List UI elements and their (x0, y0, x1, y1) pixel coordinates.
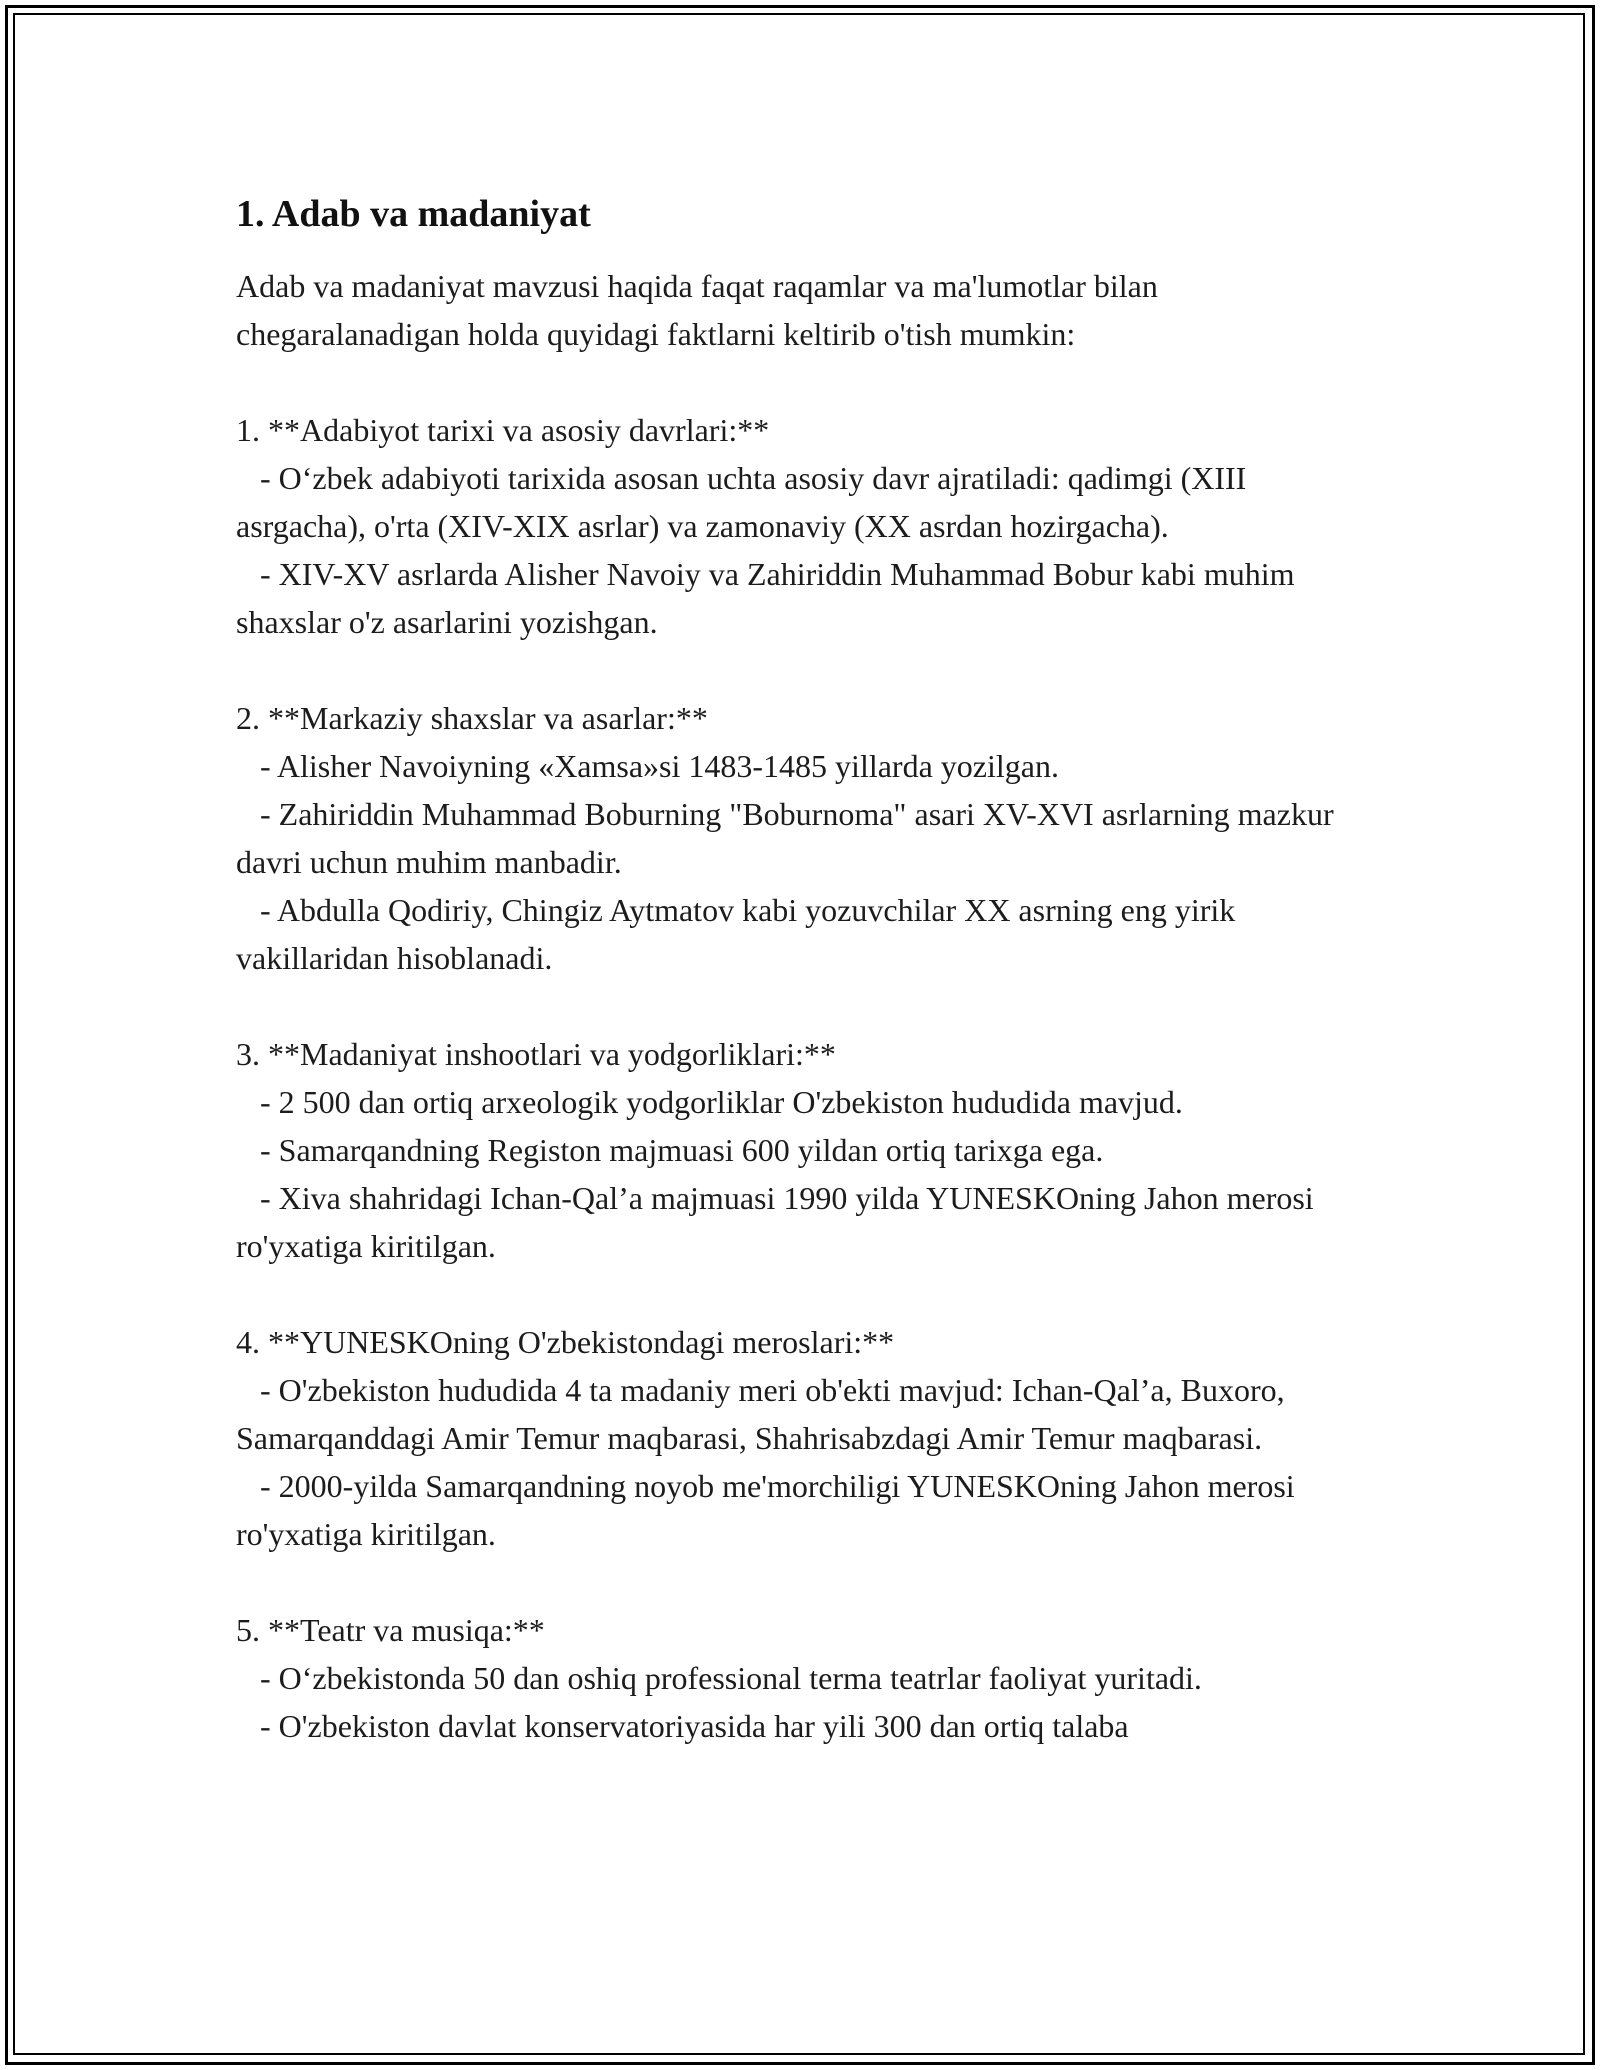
paragraph-gap (236, 1558, 1376, 1606)
paragraph-gap (236, 1270, 1376, 1318)
section-heading: 4. **YUNESKOning O'zbekistondagi meroslari:** (236, 1324, 895, 1360)
bullet-item: - Samarqandning Registon majmuasi 600 yildan ortiq tarixga ega. (236, 1132, 1104, 1168)
paragraph-gap (236, 982, 1376, 1030)
bullet-item: - Abdulla Qodiriy, Chingiz Aytmatov kabi yozuvchilar XX asrning eng yirik vakillaridan hisoblanadi. (236, 892, 1244, 976)
bullet-item: - O‘zbekistonda 50 dan oshiq professional terma teatrlar faoliyat yuritadi. (236, 1660, 1202, 1696)
bullet-item: - XIV-XV asrlarda Alisher Navoiy va Zahiriddin Muhammad Bobur kabi muhim shaxslar o'z asarlarini yozishgan. (236, 556, 1303, 640)
bullet-item: - 2 500 dan ortiq arxeologik yodgorliklar O'zbekiston hududida mavjud. (236, 1084, 1183, 1120)
document-page (236, 180, 1376, 1750)
bullet-item: - O‘zbek adabiyoti tarixida asosan uchta asosiy davr ajratiladi: qadimgi (XIII asrgacha), o'rta (XIV-XIX asrlar) va zamonaviy (XX asrdan hozirgacha). (236, 460, 1255, 544)
section-3 (236, 1030, 1376, 1270)
bullet-item: - Xiva shahridagi Ichan-Qal’a majmuasi 1990 yilda YUNESKOning Jahon merosi ro'yxatiga kiritilgan. (236, 1180, 1322, 1264)
paragraph-gap (236, 646, 1376, 694)
bullet-item: - O'zbekiston hududida 4 ta madaniy meri ob'ekti mavjud: Ichan-Qal’a, Buxoro, Samarqanddagi Amir Temur maqbarasi, Shahrisabzdagi Amir Temur maqbarasi. (236, 1372, 1293, 1456)
section-1 (236, 406, 1376, 646)
section-heading: 1. **Adabiyot tarixi va asosiy davrlari:** (236, 412, 770, 448)
bullet-item: - 2000-yilda Samarqandning noyob me'morchiligi YUNESKOning Jahon merosi ro'yxatiga kiritilgan. (236, 1468, 1303, 1552)
section-heading: 5. **Teatr va musiqa:** (236, 1612, 545, 1648)
document-title: 1. Adab va madaniyat (236, 193, 591, 235)
section-heading: 2. **Markaziy shaxslar va asarlar:** (236, 700, 708, 736)
bullet-item: - O'zbekiston davlat konservatoriyasida har yili 300 dan ortiq talaba (236, 1708, 1129, 1744)
intro-paragraph: Adab va madaniyat mavzusi haqida faqat raqamlar va ma'lumotlar bilan chegaralanadigan holda quyidagi faktlarni keltirib o'tish mumkin: (236, 268, 1166, 352)
section-heading: 3. **Madaniyat inshootlari va yodgorliklari:** (236, 1036, 836, 1072)
bullet-item: - Alisher Navoiyning «Xamsa»si 1483-1485 yillarda yozilgan. (236, 748, 1059, 784)
section-5 (236, 1606, 1376, 1750)
section-2 (236, 694, 1376, 982)
bullet-item: - Zahiriddin Muhammad Boburning "Boburnoma" asari XV-XVI asrlarning mazkur davri uchun muhim manbadir. (236, 796, 1342, 880)
section-4 (236, 1318, 1376, 1558)
paragraph-gap (236, 358, 1376, 406)
